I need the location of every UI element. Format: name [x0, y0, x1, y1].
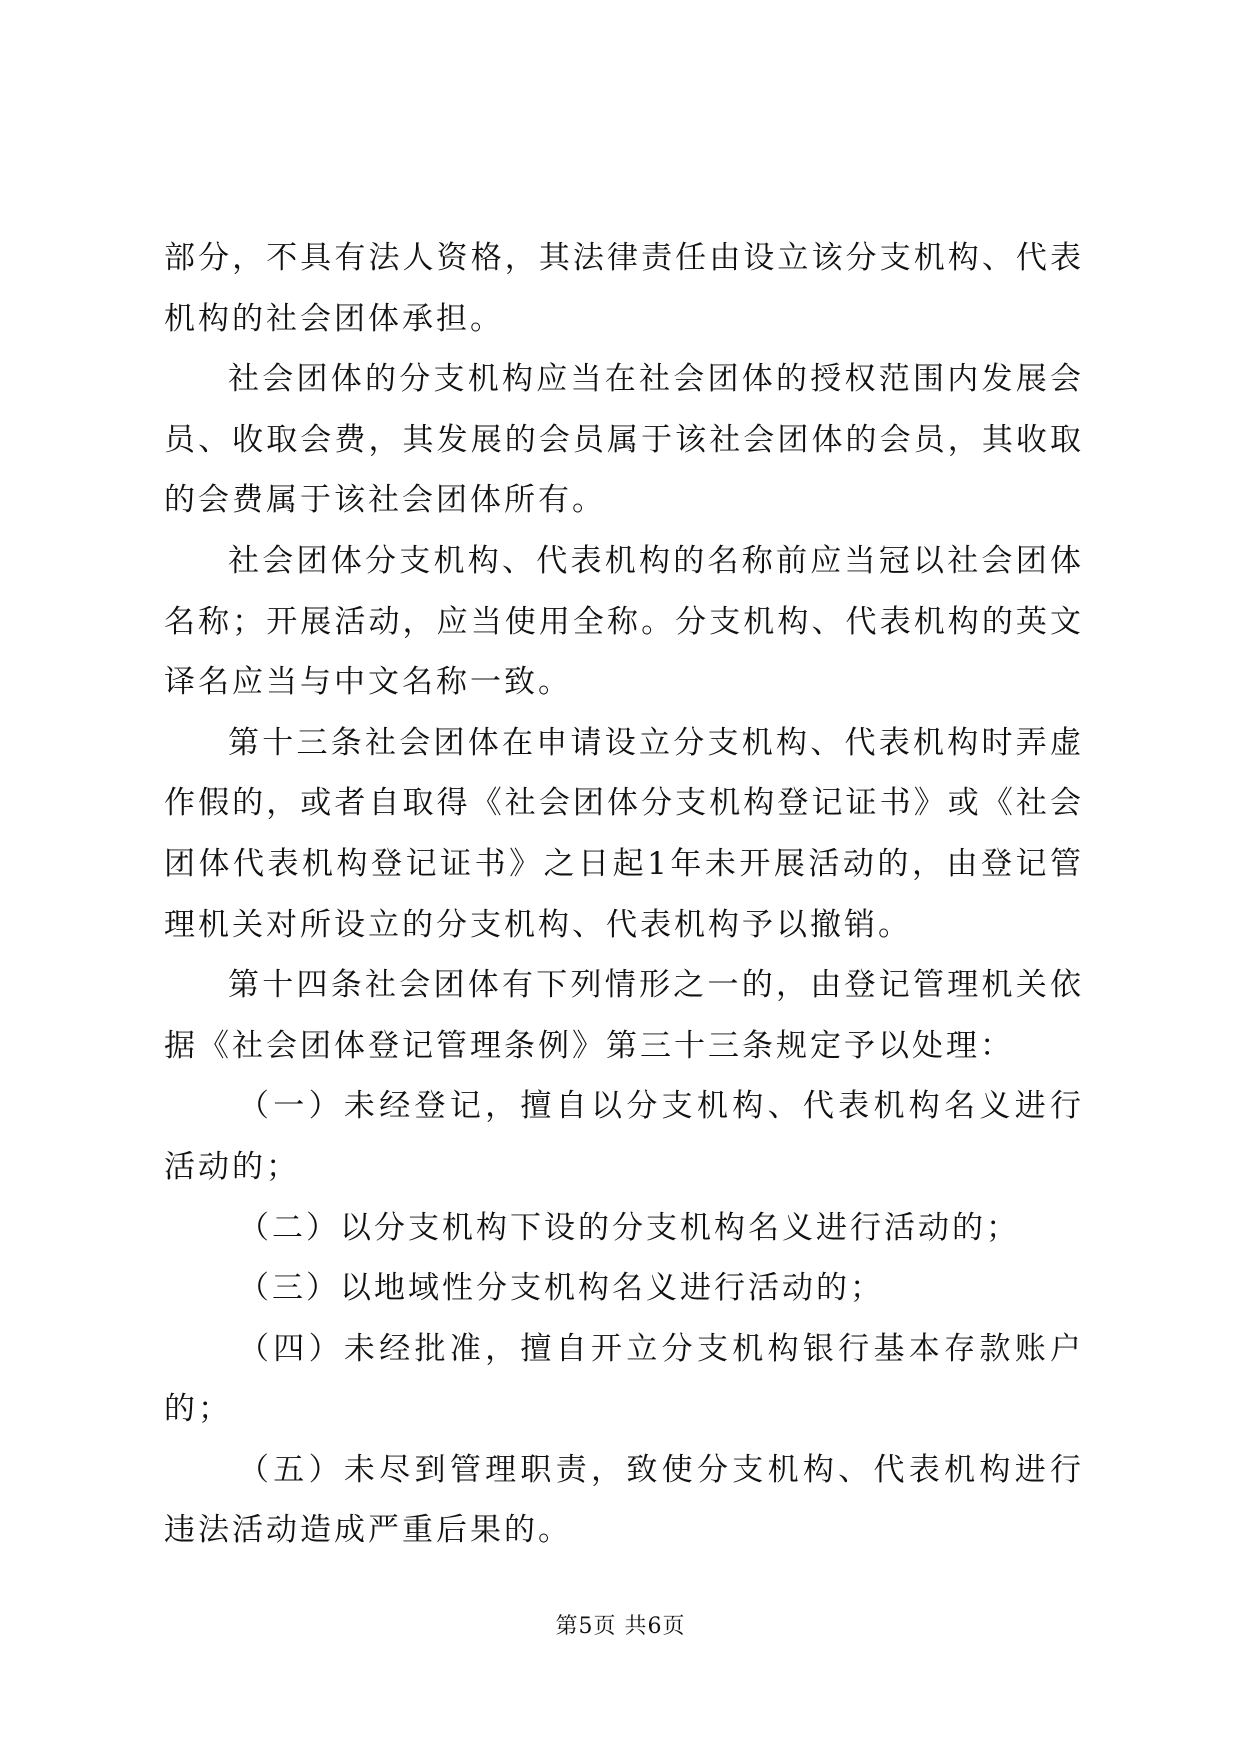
page-number-footer: 第5页 共6页 [555, 1614, 686, 1639]
list-item-3: （三）以地域性分支机构名义进行活动的； [238, 1270, 884, 1307]
paragraph-branch-naming: 社会团体分支机构、代表机构的名称前应当冠以社会团体名称；开展活动，应当使用全称。分支机构、代表机构的英文译名应当与中文名称一致。 [164, 542, 1084, 701]
document-body [164, 228, 1084, 1561]
paragraph-branch-membership: 社会团体的分支机构应当在社会团体的授权范围内发展会员、收取会费，其发展的会员属于该社会团体的会员，其收取的会费属于该社会团体所有。 [164, 361, 1084, 519]
list-item-4: （四）未经批准，擅自开立分支机构银行基本存款账户的； [164, 1330, 1084, 1428]
list-item-5: （五）未尽到管理职责，致使分支机构、代表机构进行违法活动造成严重后果的。 [164, 1451, 1084, 1549]
paragraph-article-13: 第十三条社会团体在申请设立分支机构、代表机构时弄虚作假的，或者自取得《社会团体分支机构登记证书》或《社会团体代表机构登记证书》之日起1年未开展活动的，由登记管理机关对所设立的分支机构、代表机构予以撤销。 [164, 724, 1084, 943]
paragraph-article-14: 第十四条社会团体有下列情形之一的，由登记管理机关依据《社会团体登记管理条例》第三十三条规定予以处理： [164, 967, 1084, 1064]
list-item-1: （一）未经登记，擅自以分支机构、代表机构名义进行活动的； [164, 1088, 1084, 1185]
paragraph-continuation: 部分，不具有法人资格，其法律责任由设立该分支机构、代表机构的社会团体承担。 [164, 240, 1084, 337]
list-item-2: （二）以分支机构下设的分支机构名义进行活动的； [238, 1209, 1020, 1246]
